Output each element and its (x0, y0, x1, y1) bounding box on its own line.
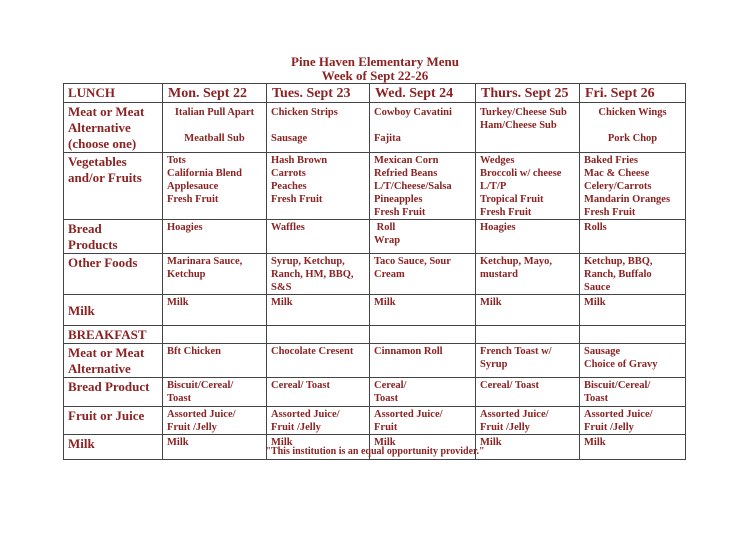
menu-item: L/T/Cheese/Salsa (374, 181, 452, 192)
menu-item: S&S (271, 282, 292, 293)
menu-item: Ketchup, Mayo, (480, 256, 553, 267)
menu-item: Milk (167, 437, 189, 448)
menu-item: Bft Chicken (167, 346, 221, 357)
menu-item: Sausage (271, 133, 308, 144)
menu-item: Milk (584, 297, 606, 308)
menu-item: Sausage (584, 346, 621, 357)
menu-cell (370, 295, 476, 326)
lunch-bread-row (64, 220, 686, 254)
menu-cell (267, 153, 370, 220)
menu-item: Cream (374, 269, 405, 280)
menu-cell (476, 254, 580, 295)
menu-item: Carrots (271, 168, 306, 179)
menu-item: Toast (374, 393, 399, 404)
menu-cell (370, 220, 476, 254)
menu-item: Hoagies (167, 222, 203, 233)
menu-cell (580, 254, 686, 295)
label-line: Bread (68, 221, 102, 236)
menu-item: Cereal/ Toast (271, 380, 331, 391)
label-line: Alternative (68, 120, 131, 135)
menu-item: Cowboy Cavatini (374, 107, 452, 118)
menu-item: Ranch, HM, BBQ, (271, 269, 354, 280)
menu-cell (580, 153, 686, 220)
menu-cell (476, 220, 580, 254)
menu-item: Waffles (271, 222, 305, 233)
label-line: Other Foods (68, 255, 138, 270)
empty-cell (476, 326, 580, 344)
menu-item: Turkey/Cheese Sub (480, 107, 567, 118)
breakfast-header-row (64, 326, 686, 344)
menu-cell (163, 103, 267, 153)
menu-item (584, 119, 681, 132)
menu-item (167, 119, 262, 132)
menu-item: Assorted Juice/ (374, 409, 443, 420)
menu-cell (370, 344, 476, 378)
row-label (64, 344, 163, 378)
menu-cell (476, 378, 580, 407)
label-line: Meat or Meat (68, 345, 145, 360)
menu-item: Hoagies (480, 222, 516, 233)
menu-item: Broccoli w/ cheese (480, 168, 562, 179)
menu-item: Fresh Fruit (584, 207, 636, 218)
menu-item: Assorted Juice/ (167, 409, 236, 420)
footer-note: "This institution is an equal opportunity provider." (265, 446, 485, 457)
label-line: Milk (68, 302, 95, 318)
menu-item: Milk (167, 297, 189, 308)
menu-item: Mexican Corn (374, 155, 439, 166)
menu-item: Mandarin Oranges (584, 194, 671, 205)
menu-item: Hash Brown (271, 155, 328, 166)
empty-cell (267, 326, 370, 344)
label-line: Fruit or Juice (68, 408, 145, 423)
menu-item: Fruit /Jelly (271, 422, 321, 433)
menu-item: Celery/Carrots (584, 181, 652, 192)
menu-item: Ketchup (167, 269, 206, 280)
menu-item: Fruit /Jelly (584, 422, 634, 433)
row-label (64, 220, 163, 254)
menu-item: Sauce (584, 282, 611, 293)
menu-item: Ketchup, BBQ, (584, 256, 653, 267)
menu-item: Milk (480, 297, 502, 308)
menu-item: Tropical Fruit (480, 194, 544, 205)
menu-item: French Toast w/ (480, 346, 552, 357)
menu-item: Cereal/ (374, 380, 407, 391)
label-line: Bread Product (68, 379, 150, 394)
menu-item: Cereal/ Toast (480, 380, 540, 391)
menu-cell (476, 103, 580, 153)
menu-cell (267, 103, 370, 153)
menu-cell (580, 378, 686, 407)
lunch-header: LUNCH (64, 84, 163, 103)
menu-item: Milk (271, 437, 293, 448)
menu-item: Taco Sauce, Sour (374, 256, 451, 267)
label-line: Alternative (68, 361, 131, 376)
menu-table (63, 83, 686, 460)
menu-item: Milk (374, 297, 396, 308)
menu-cell (370, 378, 476, 407)
menu-item: Pineapples (374, 194, 423, 205)
menu-cell (267, 407, 370, 435)
menu-item: Fruit /Jelly (480, 422, 530, 433)
row-label (64, 378, 163, 407)
menu-item (374, 119, 471, 132)
menu-cell (163, 254, 267, 295)
menu-cell (370, 153, 476, 220)
day-header-tue: Tues. Sept 23 (267, 84, 370, 103)
menu-item: Cinnamon Roll (374, 346, 443, 357)
menu-item: Choice of Gravy (584, 359, 658, 370)
day-header-wed: Wed. Sept 24 (370, 84, 476, 103)
menu-cell (267, 378, 370, 407)
menu-item: Fruit /Jelly (167, 422, 217, 433)
menu-cell (580, 220, 686, 254)
menu-subtitle: Week of Sept 22-26 (321, 68, 429, 83)
menu-item: Assorted Juice/ (584, 409, 653, 420)
menu-item: Tots (167, 155, 186, 166)
menu-item: Milk (374, 437, 396, 448)
label-line: Meat or Meat (68, 104, 145, 119)
lunch-meat-row (64, 103, 686, 153)
lunch-milk-row (64, 295, 686, 326)
menu-cell (267, 344, 370, 378)
menu-cell (580, 344, 686, 378)
menu-item: Toast (167, 393, 192, 404)
breakfast-bread-row (64, 378, 686, 407)
row-label (64, 153, 163, 220)
menu-item: California Blend (167, 168, 242, 179)
menu-item: Roll (374, 222, 396, 233)
label-line: Vegetables (68, 154, 127, 169)
menu-cell (580, 103, 686, 153)
menu-item: Wrap (374, 235, 401, 246)
menu-item: Fruit (374, 422, 398, 433)
lunch-other-row (64, 254, 686, 295)
menu-item: Milk (271, 297, 293, 308)
label-line: Products (68, 237, 118, 252)
menu-item: Syrup (480, 359, 508, 370)
row-label (64, 295, 163, 326)
row-label (64, 103, 163, 153)
day-header-mon: Mon. Sept 22 (163, 84, 267, 103)
menu-cell (476, 153, 580, 220)
lunch-header-row (64, 84, 686, 103)
menu-item: Biscuit/Cereal/ (167, 380, 234, 391)
empty-cell (580, 326, 686, 344)
menu-cell (267, 254, 370, 295)
menu-item: L/T/P (480, 181, 507, 192)
lunch-vegetables-row (64, 153, 686, 220)
menu-item (271, 119, 365, 132)
menu-cell (580, 407, 686, 435)
menu-item: Milk (584, 437, 606, 448)
day-header-thu: Thurs. Sept 25 (476, 84, 580, 103)
menu-item: Fajita (374, 133, 401, 144)
menu-title: Pine Haven Elementary Menu (291, 54, 459, 69)
menu-cell (163, 220, 267, 254)
empty-cell (370, 326, 476, 344)
menu-item: Pork Chop (607, 133, 658, 144)
row-label (64, 407, 163, 435)
menu-item: Ranch, Buffalo (584, 269, 652, 280)
menu-item: Fresh Fruit (480, 207, 532, 218)
menu-item: Chocolate Cresent (271, 346, 354, 357)
menu-cell (163, 407, 267, 435)
label-line: (choose one) (68, 136, 137, 151)
menu-item: Ham/Cheese Sub (480, 120, 557, 131)
menu-item: Biscuit/Cereal/ (584, 380, 651, 391)
menu-item: Wedges (480, 155, 515, 166)
menu-cell (163, 344, 267, 378)
menu-item: Toast (584, 393, 609, 404)
menu-cell (370, 407, 476, 435)
label-line: and/or Fruits (68, 170, 142, 185)
breakfast-fruit-row (64, 407, 686, 435)
row-label (64, 254, 163, 295)
menu-item: Fresh Fruit (271, 194, 323, 205)
menu-item: Applesauce (167, 181, 219, 192)
empty-cell (163, 326, 267, 344)
menu-item: Peaches (271, 181, 307, 192)
menu-cell (267, 220, 370, 254)
menu-item: Fresh Fruit (374, 207, 426, 218)
menu-cell (476, 407, 580, 435)
menu-item: Baked Fries (584, 155, 638, 166)
menu-item: Chicken Wings (598, 107, 667, 118)
menu-item: Chicken Strips (271, 107, 338, 118)
menu-item: mustard (480, 269, 518, 280)
menu-cell (580, 295, 686, 326)
menu-item: Rolls (584, 222, 607, 233)
menu-item: Fresh Fruit (167, 194, 219, 205)
menu-cell (267, 295, 370, 326)
menu-item: Assorted Juice/ (480, 409, 549, 420)
menu-cell (476, 295, 580, 326)
menu-cell (163, 295, 267, 326)
breakfast-header: BREAKFAST (64, 326, 163, 344)
menu-item: Italian Pull Apart (174, 107, 255, 118)
menu-item: Milk (480, 437, 502, 448)
menu-cell (163, 378, 267, 407)
menu-item: Marinara Sauce, (167, 256, 243, 267)
menu-item: Syrup, Ketchup, (271, 256, 345, 267)
label-line: Milk (68, 436, 95, 451)
menu-cell (370, 254, 476, 295)
menu-item: Meatball Sub (184, 133, 245, 144)
menu-cell (476, 344, 580, 378)
menu-item: Assorted Juice/ (271, 409, 340, 420)
breakfast-meat-row (64, 344, 686, 378)
menu-item: Mac & Cheese (584, 168, 650, 179)
day-header-fri: Fri. Sept 26 (580, 84, 686, 103)
menu-cell (163, 153, 267, 220)
menu-cell (370, 103, 476, 153)
menu-item: Refried Beans (374, 168, 438, 179)
